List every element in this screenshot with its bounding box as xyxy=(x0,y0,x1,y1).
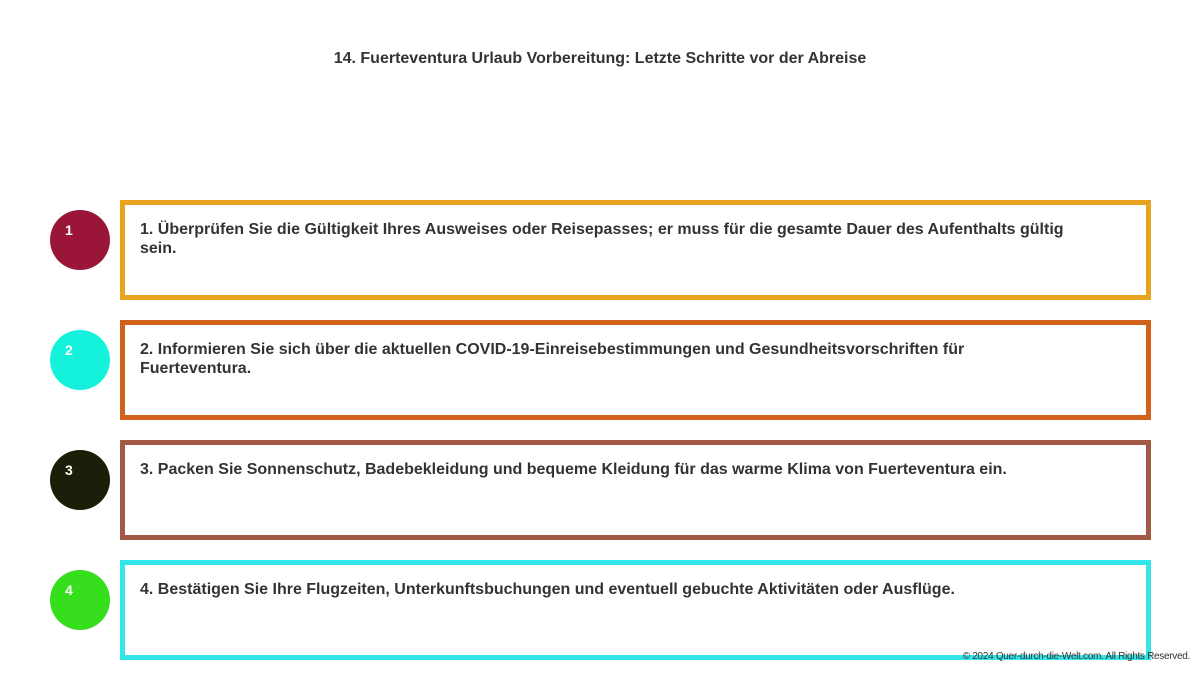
step-text: 1. Überprüfen Sie die Gültigkeit Ihres Ausweises oder Reisepasses; er muss für die gesamte Dauer des Aufenthalts gültig sein. xyxy=(140,221,1064,257)
copyright-footer: © 2024 Quer-durch-die-Welt.com. All Rights Reserved. xyxy=(962,651,1190,662)
step-row-3 xyxy=(0,440,1200,540)
step-box xyxy=(120,560,1151,660)
step-box xyxy=(120,320,1151,420)
step-text: 2. Informieren Sie sich über die aktuellen COVID-19-Einreisebestimmungen und Gesundheitsvorschriften für Fuerteventura. xyxy=(140,341,965,377)
step-box xyxy=(120,440,1151,540)
step-number-badge: 1 xyxy=(50,210,110,270)
step-row-4 xyxy=(0,560,1200,660)
step-number-badge: 4 xyxy=(50,570,110,630)
step-number-badge: 3 xyxy=(50,450,110,510)
step-row-2 xyxy=(0,320,1200,420)
step-text: 4. Bestätigen Sie Ihre Flugzeiten, Unterkunftsbuchungen und eventuell gebuchte Aktivitäten oder Ausflüge. xyxy=(140,581,955,598)
step-box xyxy=(120,200,1151,300)
step-row-1 xyxy=(0,200,1200,300)
page-title: 14. Fuerteventura Urlaub Vorbereitung: Letzte Schritte vor der Abreise xyxy=(333,50,867,67)
step-number-badge: 2 xyxy=(50,330,110,390)
step-text: 3. Packen Sie Sonnenschutz, Badebekleidung und bequeme Kleidung für das warme Klima von Fuerteventura ein. xyxy=(140,461,1007,478)
